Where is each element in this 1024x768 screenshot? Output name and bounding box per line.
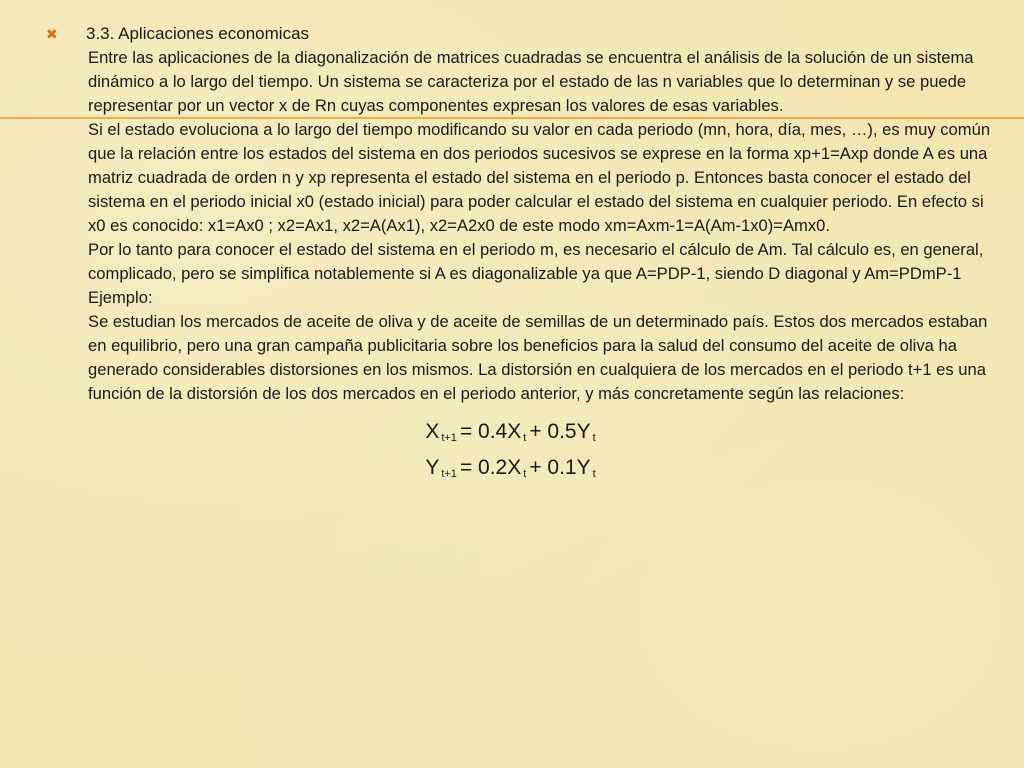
- slide-body-text: [88, 46, 993, 406]
- equation-y-lhs-sub: t+1: [441, 468, 457, 480]
- paragraph-intro: Entre las aplicaciones de la diagonalización de matrices cuadradas se encuentra el análisis de la solución de un sistema dinámico a lo largo del tiempo. Un sistema se caracteriza por el estado de las n variables que lo determinan y se puede representar por un vector x de Rn cuyas componentes expresan los valores de esas variables.: [88, 48, 974, 115]
- paragraph-power-calc: Por lo tanto para conocer el estado del sistema en el periodo m, es necesario el cálculo de Am. Tal cálculo es, en general, complicado, pero se simplifica notablemente si A es diagonalizable ya que A=PDP-1, siendo D diagonal y Am=PDmP-1: [88, 240, 984, 283]
- equation-x-term-b: + 0.5Y: [529, 420, 591, 443]
- equation-y-term-b: + 0.1Y: [529, 456, 591, 479]
- equation-x-term-b-sub: t: [592, 432, 596, 444]
- equation-x: [0, 417, 1024, 453]
- x-bullet-icon: ✖: [46, 26, 58, 42]
- equation-y-term-a: = 0.2X: [459, 456, 522, 479]
- paragraph-example: Se estudian los mercados de aceite de oliva y de aceite de semillas de un determinado país. Estos dos mercados estaban en equilibrio, pero una gran campaña publicitaria sobre los beneficios para la salud del consumo del aceite de oliva ha generado considerables distorsiones en los mismos. La distorsión en cualquiera de los mercados en el periodo t+1 es una función de la distorsión de los dos mercados en el periodo anterior, y más concretamente según las relaciones:: [88, 312, 988, 403]
- section-heading: 3.3. Aplicaciones economicas: [86, 24, 310, 43]
- equation-y-term-b-sub: t: [592, 468, 596, 480]
- equation-block: [0, 417, 1024, 489]
- bullet-heading-row: [40, 22, 1000, 46]
- equation-x-term-a: = 0.4X: [459, 420, 522, 443]
- paragraph-example-label: Ejemplo:: [88, 288, 153, 307]
- slide-content: [40, 22, 1000, 489]
- equation-x-lhs: X: [425, 420, 440, 443]
- equation-y-term-a-sub: t: [523, 468, 527, 480]
- equation-x-lhs-sub: t+1: [441, 432, 457, 444]
- equation-x-term-a-sub: t: [523, 432, 527, 444]
- equation-y-lhs: Y: [425, 456, 440, 479]
- equation-y: [0, 453, 1024, 489]
- paragraph-evolution: Si el estado evoluciona a lo largo del tiempo modificando su valor en cada periodo (mn, hora, día, mes, …), es muy común que la relación entre los estados del sistema en dos periodos sucesivos se exprese en la forma xp+1=Axp donde A es una matriz cuadrada de orden n y xp representa el estado del sistema en el periodo p. Entonces basta conocer el estado del sistema en el periodo inicial x0 (estado inicial) para poder calcular el estado del sistema en cualquier periodo. En efecto si x0 es conocido: x1=Ax0 ; x2=Ax1, x2=A(Ax1), x2=A2x0 de este modo xm=Axm-1=A(Am-1x0)=Amx0.: [88, 120, 991, 235]
